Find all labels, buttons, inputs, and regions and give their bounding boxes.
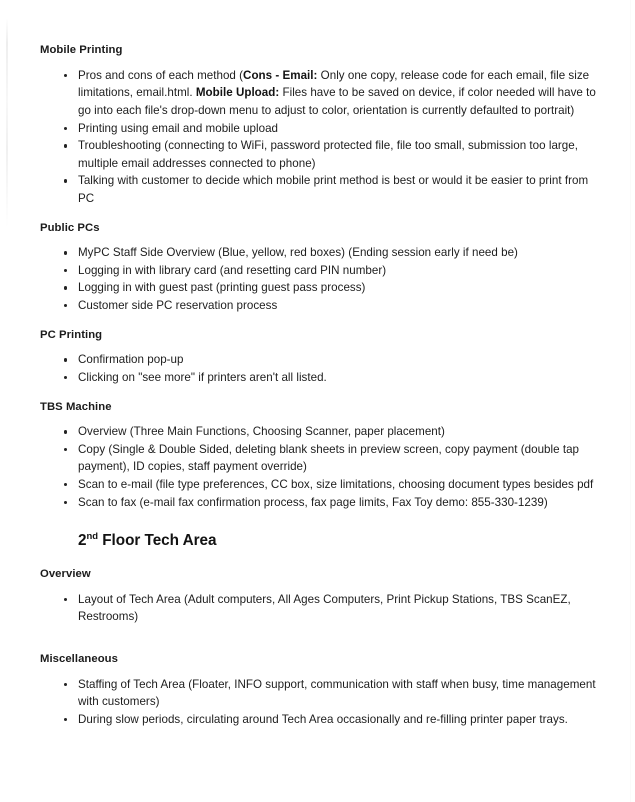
list-item: Troubleshooting (connecting to WiFi, password protected file, file too small, submission too large, multiple email addresses connected to phone) bbox=[40, 137, 596, 172]
section-heading-overview: Overview bbox=[40, 568, 91, 581]
list-item: Staffing of Tech Area (Floater, INFO support, communication with staff when busy, time management with customers) bbox=[40, 676, 596, 711]
list-item: Overview (Three Main Functions, Choosing Scanner, paper placement) bbox=[40, 423, 596, 441]
section-heading-public-pcs: Public PCs bbox=[40, 221, 100, 234]
scan-artifact-left-edge bbox=[6, 18, 8, 228]
page-title-ordinal-suffix: nd bbox=[86, 531, 98, 543]
list-item: Logging in with library card (and resetting card PIN number) bbox=[40, 262, 596, 280]
list-item: Confirmation pop-up bbox=[40, 351, 596, 369]
section-heading-pc-printing: PC Printing bbox=[40, 328, 103, 341]
list-item: Customer side PC reservation process bbox=[40, 297, 596, 315]
section-heading-miscellaneous: Miscellaneous bbox=[40, 653, 118, 666]
section-heading-mobile-printing: Mobile Printing bbox=[40, 44, 123, 56]
list-item: Pros and cons of each method (Cons - Email: Only one copy, release code for each email, file size limitations, email.html. Mobile Upload: Files have to be saved on device, if color needed will have to go into each file's drop-down menu to adjust to color, orientation is currently defaulted to portrait) bbox=[40, 67, 596, 120]
document-body bbox=[40, 43, 596, 729]
bullet-list-overview bbox=[40, 591, 596, 626]
list-item: During slow periods, circulating around Tech Area occasionally and re-filling printer paper trays. bbox=[40, 711, 596, 729]
list-item: Scan to e-mail (file type preferences, CC box, size limitations, choosing document types besides pdf bbox=[40, 476, 596, 494]
page-title-second-floor-tech-area bbox=[78, 531, 596, 551]
bullet-list-pc-printing bbox=[40, 351, 596, 386]
bullet-list-miscellaneous bbox=[40, 676, 596, 729]
scan-artifact-right-edge bbox=[630, 0, 631, 802]
list-item: Copy (Single & Double Sided, deleting blank sheets in preview screen, copy payment (double tap payment), ID copies, staff payment override) bbox=[40, 441, 596, 476]
bullet-list-tbs-machine bbox=[40, 423, 596, 511]
list-item: Printing using email and mobile upload bbox=[40, 120, 596, 138]
page-title-number: 2 bbox=[78, 532, 87, 550]
page-title-rest: Floor Tech Area bbox=[98, 532, 217, 550]
list-item: Logging in with guest past (printing guest pass process) bbox=[40, 279, 596, 297]
list-item: Clicking on "see more" if printers aren't all listed. bbox=[40, 369, 596, 387]
bullet-list-public-pcs bbox=[40, 244, 596, 314]
list-item: Layout of Tech Area (Adult computers, All Ages Computers, Print Pickup Stations, TBS ScanEZ, Restrooms) bbox=[40, 591, 596, 626]
list-item: Scan to fax (e-mail fax confirmation process, fax page limits, Fax Toy demo: 855-330-1239) bbox=[40, 494, 596, 512]
list-item: MyPC Staff Side Overview (Blue, yellow, red boxes) (Ending session early if need be) bbox=[40, 244, 596, 262]
section-heading-tbs-machine: TBS Machine bbox=[40, 400, 112, 413]
bullet-list-mobile-printing bbox=[40, 67, 596, 208]
list-item: Talking with customer to decide which mobile print method is best or would it be easier to print from PC bbox=[40, 172, 596, 207]
